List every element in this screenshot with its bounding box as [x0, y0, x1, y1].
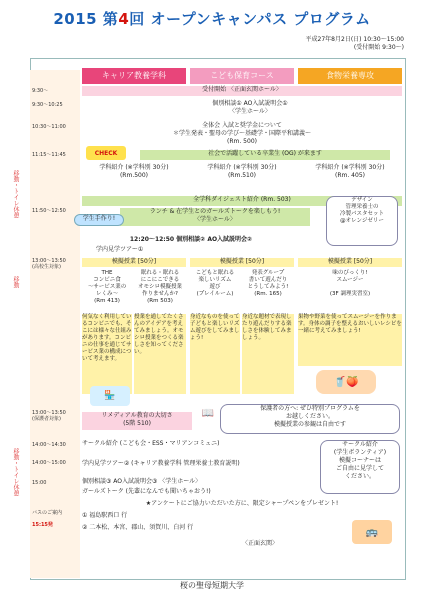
check-icon: CHECK	[86, 146, 126, 160]
side-label-move-break: 移動・トイレ休憩	[12, 170, 19, 218]
time-label: 11:50～12:50	[32, 208, 66, 214]
briefing-row: 個別相談① AO入試説明会① 〈学生ホール〉	[212, 100, 288, 115]
title-number: 4	[118, 10, 130, 28]
dept-intro-food: 学科紹介 (※学科別 30分) (Rm. 405)	[315, 164, 385, 179]
side-label-move: 移動	[12, 276, 19, 288]
bus-time: 15:15発	[32, 522, 53, 528]
header-food: 食物栄養専攻	[298, 68, 402, 84]
mock-lesson-4: 発表グループ 書いて遊んだり とうしてみよう! (Rm. 165)	[247, 270, 289, 297]
title-prefix: 2015 第	[53, 10, 119, 28]
handmade-badge: 学生手作り!	[74, 214, 124, 226]
date-line: 平成27年8月2日(日) 10:30～15:00	[305, 36, 404, 43]
parent-callout: 保護者の方へ: ぜひ特別プログラムを お越しください。 模擬授業の参観は自由です	[220, 404, 400, 434]
girls-talk-row: ガールズトーク (先輩になんでも聞いちゃおう!)	[82, 488, 211, 495]
present-row: ★アンケートにご協力いただいた方に、限定シャープペンをプレゼント!	[145, 500, 339, 507]
title-suffix: 回 オープンキャンパス プログラム	[129, 10, 371, 28]
mock-lesson-3: こどもと眠れる 楽しいリズム 遊び (プレイルーム)	[195, 270, 235, 297]
bus-route-1: ① 福島駅西口 行	[82, 512, 128, 519]
time-label: 15:00	[32, 480, 47, 486]
bus-icon: 🚌	[352, 520, 392, 544]
book-icon: 📖	[201, 407, 215, 419]
tour1-row: 学内見学ツアー①	[96, 246, 144, 253]
bus-place: 〈正面玄関〉	[241, 540, 278, 547]
lunch-menu-callout: デザイン 管理栄養士の 冷製パスタセット @オレンジゼリー	[326, 196, 398, 246]
reception-row: 受付開始 〈正面玄関ホール〉	[82, 86, 402, 96]
side-label-move-break: 移動・トイレ休憩	[12, 448, 19, 496]
mock-desc-3: 身近なものを使って子どもと楽しいリズム遊びをしてみましょう!	[190, 314, 240, 394]
mock-head-child: 模擬授業 [50分]	[190, 258, 294, 267]
time-label: 9:30～10:25	[32, 102, 63, 108]
store-icon: 🏪	[90, 386, 130, 406]
time-label: 11:15～11:45	[32, 152, 66, 158]
time-label: 13:00～13:50 (保護者対象)	[32, 410, 66, 422]
mock-desc-2: 授業を通してたくさんのアイデアを考えてみましょう。オモシロ授業をつくる楽しさを知ってください。	[134, 314, 186, 394]
smoothie-icon: 🥤🍑	[316, 370, 376, 394]
mock-head-food: 模擬授業 [50分]	[298, 258, 402, 267]
header-child: こども保育コース	[190, 68, 294, 84]
time-label: 14:00～15:00	[32, 460, 66, 466]
event-date	[306, 36, 404, 52]
time-label: 13:00～13:50 (高校生対象)	[32, 258, 66, 270]
overall-row: 全体会 入試と奨学金について ＊学生発表・聖母の学び～基礎学・国際平和講義～ (Rm. 500)	[172, 122, 311, 145]
mock-desc-1: 何気なく利用しているコンビニでも、そこには様々な仕組みがあります。コンビニの仕事を通じてサービス業の構成について考えます。	[82, 314, 132, 394]
mock-lesson-1: THE コンビニ食 ～サービス業の レくみ～ (Rm 413)	[87, 270, 127, 304]
bus-route-2: ② 二本松、本宮、郡山、須賀川、白河 行	[82, 524, 194, 531]
mock-head-career: 模擬授業 [50分]	[82, 258, 186, 267]
time-label: 14:00～14:30	[32, 442, 66, 448]
mock-desc-4: 身近な題材で表現したり遊んだりする楽しさを体験してみましょう。	[242, 314, 294, 394]
college-name: 桜の聖母短期大学	[180, 581, 244, 590]
lunch-time-row: 12:20～12:50 個別相談② AO入試説明会②	[129, 236, 253, 243]
consult3-row: 個別相談③ AO入試説明会③ 〈学生ホール〉	[82, 478, 202, 485]
reception-start-line: (受付開始 9:30～)	[353, 44, 404, 51]
lunch-row: ランチ & 在学生とのガールズトークを楽しもう! 〈学生ホール〉	[120, 208, 310, 226]
alumni-row: 社会で活躍している卒業生 (OG) が来ます	[140, 150, 390, 160]
circle-row: サークル紹介 (こども会・ESS・マリアンコミュニ)	[82, 440, 220, 447]
dept-intro-child: 学科紹介 (※学科別 30分) (Rm.510)	[207, 164, 277, 179]
time-label: 10:30～11:00	[32, 124, 66, 130]
circle-callout: サークル紹介 (学生ボランティア) 模擬コーナーは ご自由に見学して ください。	[320, 440, 400, 494]
dept-intro-career: 学科紹介 (※学科別 30分) (Rm.500)	[99, 164, 169, 179]
page-title	[0, 8, 424, 29]
time-label: 9:30～	[32, 88, 49, 94]
tour2-row: 学内見学ツアー② (キャリア教養学科 管理栄養士教育説明)	[82, 460, 240, 467]
time-column	[30, 70, 80, 578]
digest-row: 全学科ダイジェスト紹介 (Rm. 503)	[82, 196, 402, 206]
mock-lesson-5: 味のびっくり! スムージー (3F 調理実習室)	[329, 270, 371, 297]
mock-lesson-2: 眠れる・眠れる にこにこできる オモシロ模擬授業 作りませんか? (Rm 503)	[137, 270, 182, 304]
header-career: キャリア教養学科	[82, 68, 186, 84]
time-label: バスのご案内	[32, 510, 63, 516]
mock-desc-5: 果物や野菜を使ってスムージーを作ります。身体の調子を整えるおいしいレシピを一緒に考えてみましょう!	[298, 314, 402, 366]
parent-talk-row: リメディアル教育の大切さ (5階 510)	[82, 412, 192, 430]
